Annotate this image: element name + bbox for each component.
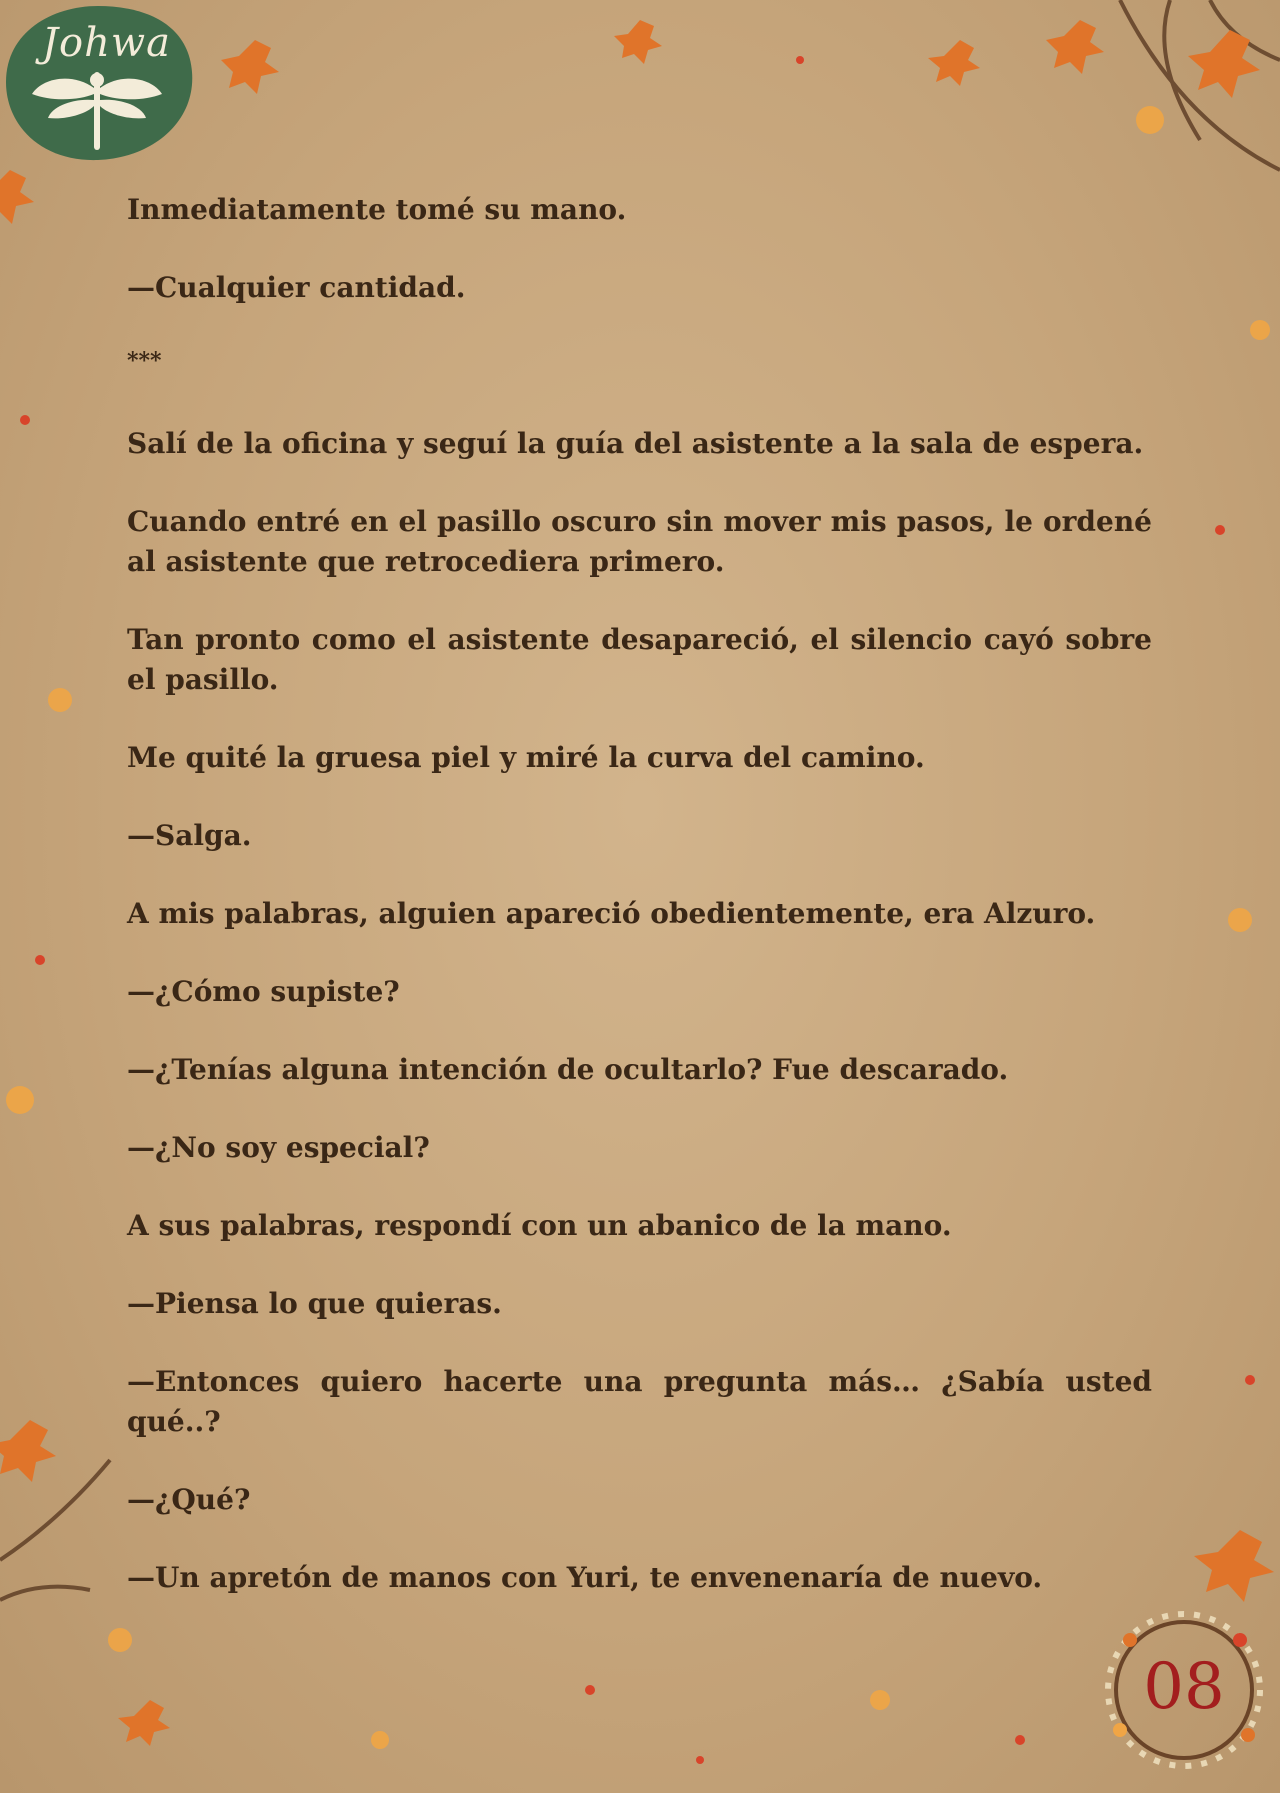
logo-text: Johwa: [42, 20, 171, 66]
paragraph: —Un apretón de manos con Yuri, te envenenaría de nuevo.: [127, 1561, 1043, 1594]
paragraph: Me quité la gruesa piel y miré la curva del camino.: [127, 741, 925, 774]
paragraph: —¿Cómo supiste?: [127, 975, 400, 1008]
paragraph: Tan pronto como el asistente desapareció, el silencio cayó sobre el pasillo.: [127, 623, 1152, 696]
paragraph: A mis palabras, alguien apareció obedientemente, era Alzuro.: [127, 897, 1096, 930]
paragraph: —Piensa lo que quieras.: [127, 1287, 502, 1320]
paragraph: —Entonces quiero hacerte una pregunta más… ¿Sabía usted qué..?: [127, 1365, 1152, 1438]
scene-separator: ***: [127, 348, 162, 374]
paragraph: —Cualquier cantidad.: [127, 271, 466, 304]
logo-badge: [2, 2, 194, 162]
paragraph: —¿Qué?: [127, 1483, 251, 1516]
page-number: 08: [1143, 1650, 1225, 1724]
paragraph: Salí de la oficina y seguí la guía del asistente a la sala de espera.: [127, 427, 1144, 460]
story-text: [127, 190, 1152, 1636]
paragraph: Cuando entré en el pasillo oscuro sin mover mis pasos, le ordené al asistente que retrocediera primero.: [127, 505, 1152, 578]
paragraph: —Salga.: [127, 819, 252, 852]
paragraph: Inmediatamente tomé su mano.: [127, 193, 627, 226]
paragraph: —¿Tenías alguna intención de ocultarlo? Fue descarado.: [127, 1053, 1009, 1086]
paragraph: —¿No soy especial?: [127, 1131, 430, 1164]
paragraph: A sus palabras, respondí con un abanico de la mano.: [127, 1209, 952, 1242]
